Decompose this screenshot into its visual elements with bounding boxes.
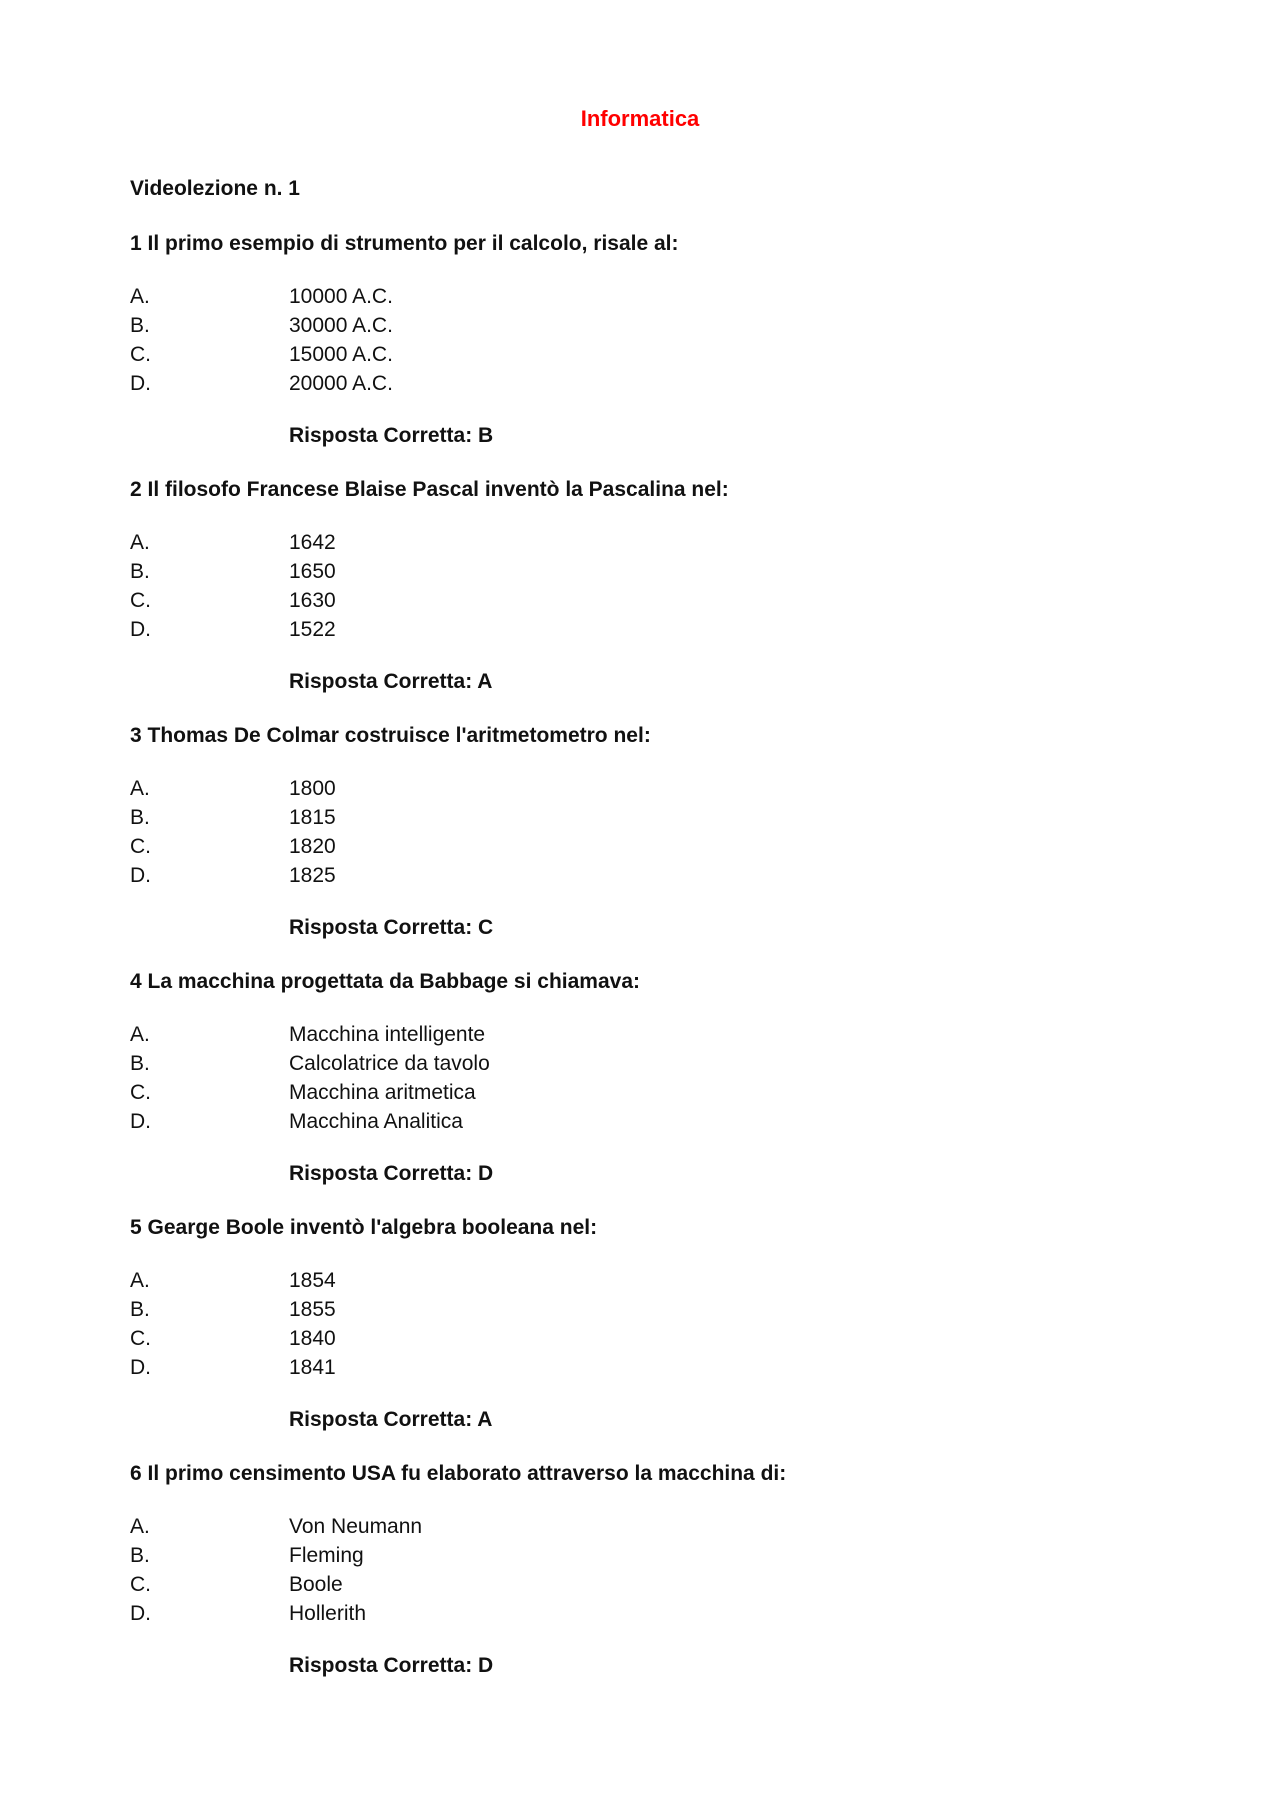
option-letter: B. — [130, 806, 150, 829]
option-letter: B. — [130, 1052, 150, 1075]
question-2 — [130, 477, 1170, 695]
option-a — [130, 774, 1170, 803]
option-c — [130, 586, 1170, 615]
question-text: 4 La macchina progettata da Babbage si chiamava: — [130, 970, 641, 993]
document-content — [130, 176, 1170, 1707]
option-text: 1815 — [289, 806, 336, 829]
option-letter: A. — [130, 1023, 150, 1046]
option-text: 1820 — [289, 835, 336, 858]
option-text: Hollerith — [289, 1602, 367, 1625]
option-a — [130, 1020, 1170, 1049]
correct-answer: Risposta Corretta: C — [289, 916, 494, 939]
option-text: Von Neumann — [289, 1515, 423, 1538]
option-c — [130, 832, 1170, 861]
option-b — [130, 1049, 1170, 1078]
question-text: 6 Il primo censimento USA fu elaborato attraverso la macchina di: — [130, 1462, 787, 1485]
option-b — [130, 311, 1170, 340]
option-list — [130, 528, 1170, 644]
option-c — [130, 1078, 1170, 1107]
option-text: Boole — [289, 1573, 343, 1596]
option-letter: D. — [130, 1356, 151, 1379]
option-d — [130, 369, 1170, 398]
question-3 — [130, 723, 1170, 941]
option-letter: C. — [130, 343, 151, 366]
option-text: 20000 A.C. — [289, 372, 393, 395]
option-text: 1854 — [289, 1269, 336, 1292]
correct-answer: Risposta Corretta: B — [289, 424, 494, 447]
option-b — [130, 803, 1170, 832]
option-text: 15000 A.C. — [289, 343, 393, 366]
option-d — [130, 615, 1170, 644]
question-6 — [130, 1461, 1170, 1679]
option-letter: A. — [130, 1269, 150, 1292]
correct-answer: Risposta Corretta: A — [289, 1408, 493, 1431]
option-letter: D. — [130, 1602, 151, 1625]
option-letter: D. — [130, 864, 151, 887]
option-letter: C. — [130, 589, 151, 612]
lesson-heading: Videolezione n. 1 — [130, 177, 300, 200]
option-letter: C. — [130, 1327, 151, 1350]
option-text: Macchina aritmetica — [289, 1081, 476, 1104]
option-a — [130, 1266, 1170, 1295]
option-b — [130, 1295, 1170, 1324]
option-list — [130, 282, 1170, 398]
option-letter: D. — [130, 372, 151, 395]
option-letter: B. — [130, 1544, 150, 1567]
correct-answer: Risposta Corretta: D — [289, 1654, 494, 1677]
option-text: Macchina intelligente — [289, 1023, 486, 1046]
option-text: 1841 — [289, 1356, 336, 1379]
question-5 — [130, 1215, 1170, 1433]
question-4 — [130, 969, 1170, 1187]
option-c — [130, 1570, 1170, 1599]
option-letter: C. — [130, 1081, 151, 1104]
question-text: 5 Gearge Boole inventò l'algebra booleana nel: — [130, 1216, 598, 1239]
question-text: 1 Il primo esempio di strumento per il calcolo, risale al: — [130, 232, 679, 255]
option-text: 1800 — [289, 777, 336, 800]
option-list — [130, 774, 1170, 890]
option-letter: B. — [130, 314, 150, 337]
question-text: 3 Thomas De Colmar costruisce l'aritmetometro nel: — [130, 724, 651, 747]
option-letter: B. — [130, 1298, 150, 1321]
option-text: 1642 — [289, 531, 336, 554]
option-text: 1522 — [289, 618, 336, 641]
option-letter: B. — [130, 560, 150, 583]
option-list — [130, 1266, 1170, 1382]
option-b — [130, 557, 1170, 586]
option-letter: D. — [130, 1110, 151, 1133]
option-text: 1840 — [289, 1327, 336, 1350]
option-text: 30000 A.C. — [289, 314, 393, 337]
question-1 — [130, 231, 1170, 449]
option-text: 1825 — [289, 864, 336, 887]
option-text: 1855 — [289, 1298, 336, 1321]
option-list — [130, 1512, 1170, 1628]
option-letter: A. — [130, 285, 150, 308]
option-a — [130, 282, 1170, 311]
option-text: Macchina Analitica — [289, 1110, 463, 1133]
option-text: 1630 — [289, 589, 336, 612]
option-letter: C. — [130, 1573, 151, 1596]
option-d — [130, 1107, 1170, 1136]
option-d — [130, 1599, 1170, 1628]
option-letter: A. — [130, 531, 150, 554]
option-letter: A. — [130, 1515, 150, 1538]
option-letter: C. — [130, 835, 151, 858]
option-text: Calcolatrice da tavolo — [289, 1052, 490, 1075]
option-d — [130, 1353, 1170, 1382]
option-d — [130, 861, 1170, 890]
option-text: 10000 A.C. — [289, 285, 393, 308]
document-title: Informatica — [580, 106, 700, 131]
option-letter: D. — [130, 618, 151, 641]
option-a — [130, 1512, 1170, 1541]
option-a — [130, 528, 1170, 557]
option-text: 1650 — [289, 560, 336, 583]
option-c — [130, 340, 1170, 369]
option-text: Fleming — [289, 1544, 364, 1567]
correct-answer: Risposta Corretta: D — [289, 1162, 494, 1185]
option-list — [130, 1020, 1170, 1136]
question-text: 2 Il filosofo Francese Blaise Pascal inventò la Pascalina nel: — [130, 478, 729, 501]
correct-answer: Risposta Corretta: A — [289, 670, 493, 693]
option-letter: A. — [130, 777, 150, 800]
option-c — [130, 1324, 1170, 1353]
option-b — [130, 1541, 1170, 1570]
